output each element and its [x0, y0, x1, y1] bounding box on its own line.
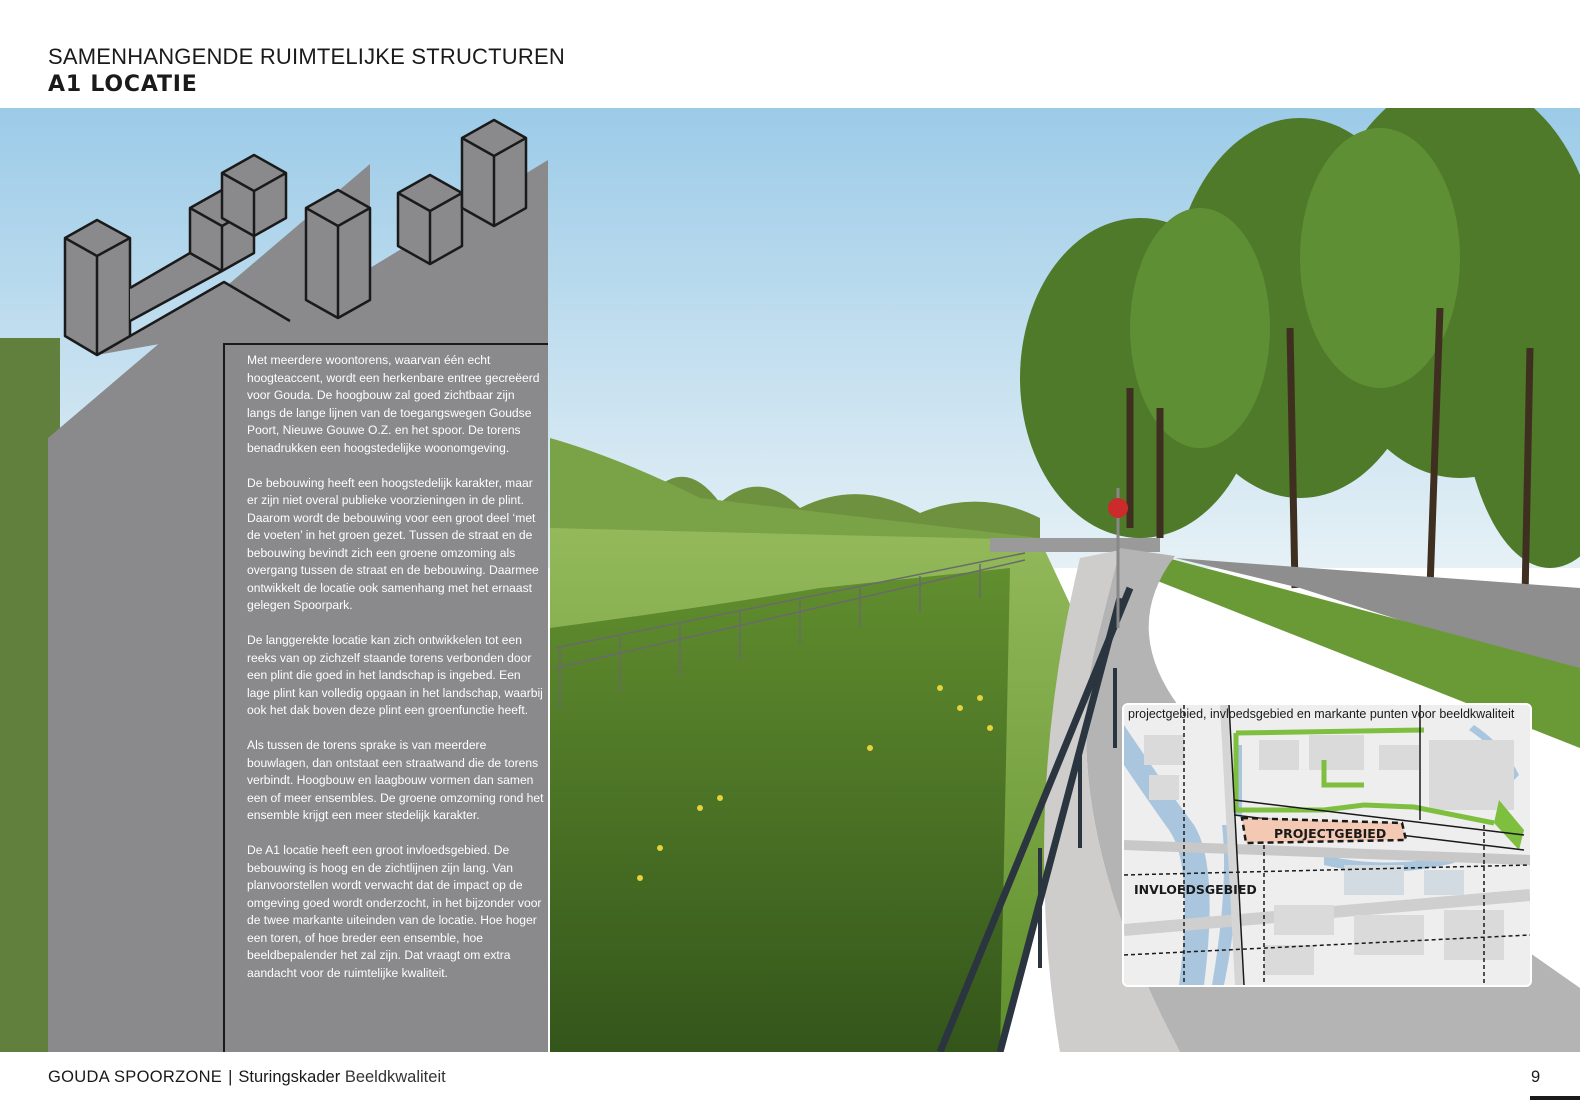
footer-doc-light: Beeldkwaliteit [344, 1068, 446, 1086]
map-label-projectgebied: PROJECTGEBIED [1274, 826, 1387, 841]
map-caption: projectgebied, invloedsgebied en markante punten voor beeldkwaliteit [1128, 707, 1515, 721]
inset-map [1122, 703, 1532, 987]
page-number-underline [1530, 1096, 1580, 1100]
page-subtitle: A1 LOCATIE [48, 72, 198, 97]
page-number: 9 [1531, 1068, 1541, 1086]
footer-brand: GOUDA SPOORZONE [48, 1068, 223, 1086]
paragraph-1: Met meerdere woontorens, waarvan één echt hoogteaccent, wordt een herkenbare entree gecreëerd voor Gouda. De hoogbouw zal goed zichtbaar zijn langs de lange lijnen van de toegangswegen Goudse Poort, Nieuwe Gouwe O.Z. en het spoor. De torens benadrukken een hoogstedelijke woonomgeving. [247, 353, 540, 455]
paragraph-3: De langgerekte locatie kan zich ontwikkelen tot een reeks van op zichzelf staande torens verbonden door een plint die goed in het landschap is ingebed. Een lage plint kan volledig opgaan in het landschap, waarbij ook het dak boven deze plint een groenfunctie heeft. [247, 633, 543, 717]
footer-separator: | [228, 1068, 233, 1086]
paragraph-5: De A1 locatie heeft een groot invloedsgebied. De bebouwing is hoog en de zichtlijnen zijn lang. Van planvoorstellen wordt verwacht dat de impact op de omgeving goed wordt onderzocht, in het bijzonder voor de twee markante uiteinden van de locatie. Hoe hoger een toren, of hoe breder een ensemble, hoe beeldbepalender het zal zijn. Dat vraagt om extra aandacht voor de ruimtelijke kwaliteit. [247, 843, 542, 980]
paragraph-4: Als tussen de torens sprake is van meerdere bouwlagen, dan ontstaat een straatwand die de torens verbindt. Hoogbouw en laagbouw vormen dan samen een of meer ensembles. De groene omzoming rond het ensemble krijgt een meer stedelijk karakter. [247, 738, 544, 822]
footer [48, 1068, 446, 1087]
map-label-invloedsgebied: INVLOEDSGEBIED [1134, 882, 1257, 897]
page-title: SAMENHANGENDE RUIMTELIJKE STRUCTUREN [48, 44, 565, 69]
body-text [247, 352, 544, 1000]
footer-doc-bold: Sturingskader [238, 1068, 341, 1086]
paragraph-2: De bebouwing heeft een hoogstedelijk karakter, maar er zijn niet overal publieke voorzieningen in de plint. Daarom wordt de bebouwing voor een groot deel ‘met de voeten’ in het groen gezet. Tussen de straat en de bebouwing bevindt zich een groene omzoming als overgang tussen de straat en de bebouwing. Daarmee ontwikkelt de locatie ook samenhang met het ernaast gelegen Spoorpark. [247, 475, 539, 612]
